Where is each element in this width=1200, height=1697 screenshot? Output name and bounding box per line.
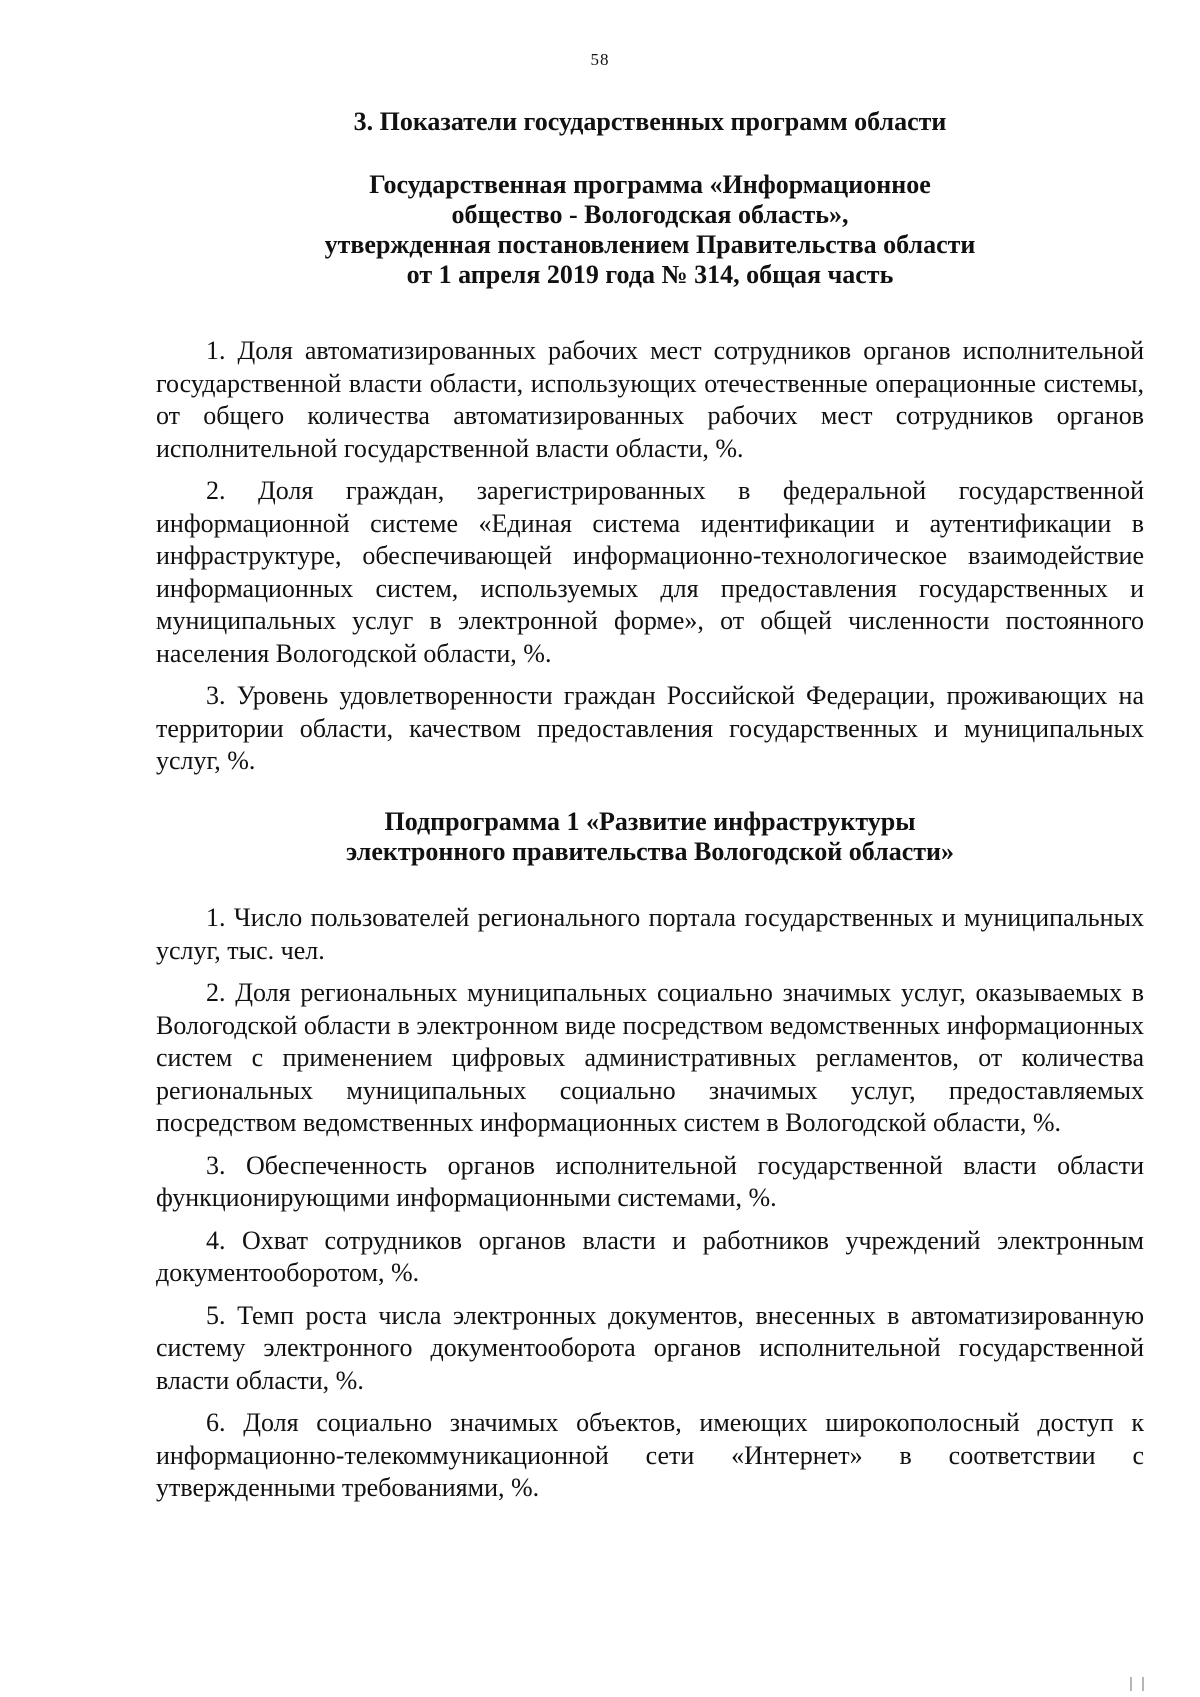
program-heading-line: от 1 апреля 2019 года № 314, общая часть xyxy=(406,260,894,289)
subprogram-heading xyxy=(156,807,1144,867)
indicator-text: Доля социально значимых объектов, имеющих широкополосный доступ к информационно-телекоммуникационной сети «Интернет» в соответствии с утвержденными требованиями, %. xyxy=(156,1408,1145,1502)
indicator-item xyxy=(156,1225,1144,1290)
general-indicators-list xyxy=(156,335,1144,788)
program-heading-line: утвержденная постановлением Правительства области xyxy=(324,230,976,259)
indicator-item xyxy=(156,1300,1144,1398)
program-heading-line: общество - Вологодская область», xyxy=(451,200,849,229)
section-title: 3. Показатели государственных программ области xyxy=(353,107,947,136)
indicator-number: 3. xyxy=(206,1150,226,1180)
subprogram-heading-line: Подпрограмма 1 «Развитие инфраструктуры xyxy=(384,807,916,836)
scan-margin-mark xyxy=(1130,1677,1144,1691)
indicator-item xyxy=(156,1150,1144,1215)
indicator-number: 4. xyxy=(206,1225,226,1255)
indicator-item xyxy=(156,902,1144,967)
indicator-number: 3. xyxy=(206,681,226,710)
indicator-number: 2. xyxy=(206,476,226,505)
program-heading xyxy=(156,170,1144,290)
indicator-text: Доля граждан, зарегистрированных в федеральной государственной информационной системе «Единая система идентификации и аутентификации в инфраструктуре, обеспечивающей информационно-технологическое взаимодействие информационных систем, используемых для предоставления государственных и муниципальных услуг в электронной форме», от общей численности постоянного населения Вологодской области, %. xyxy=(156,476,1145,668)
indicator-item xyxy=(156,1407,1144,1505)
indicator-item xyxy=(156,335,1144,465)
indicator-number: 1. xyxy=(206,336,226,365)
indicator-number: 6. xyxy=(206,1408,226,1437)
program-heading-line: Государственная программа «Информационное xyxy=(369,170,931,199)
page-number: 58 xyxy=(590,50,610,69)
indicator-number: 2. xyxy=(206,978,226,1007)
indicator-text: Доля автоматизированных рабочих мест сотрудников органов исполнительной государственной власти области, использующих отечественные операционные системы, от общего количества автоматизированных рабочих мест сотрудников органов исполнительной государственной власти области, %. xyxy=(156,336,1145,463)
indicator-item xyxy=(156,977,1144,1140)
subprogram-indicators-list xyxy=(156,902,1144,1515)
indicator-number: 5. xyxy=(206,1300,226,1330)
indicator-text: Охват сотрудников органов власти и работников учреждений электронным документооборотом, %. xyxy=(156,1225,1144,1287)
subprogram-heading-line: электронного правительства Вологодской области» xyxy=(345,837,955,866)
indicator-text: Уровень удовлетворенности граждан Российской Федерации, проживающих на территории области, качеством предоставления государственных и муниципальных услуг, %. xyxy=(156,681,1144,775)
indicator-item xyxy=(156,475,1144,670)
indicator-number: 1. xyxy=(206,903,226,932)
indicator-text: Доля региональных муниципальных социально значимых услуг, оказываемых в Вологодской области в электронном виде посредством ведомственных информационных систем с применением цифровых административных регламентов, от количества региональных муниципальных социально значимых услуг, предоставляемых посредством ведомственных информационных систем в Вологодской области, %. xyxy=(156,978,1144,1137)
indicator-text: Число пользователей регионального портала государственных и муниципальных услуг, тыс. чел. xyxy=(156,903,1145,965)
indicator-text: Темп роста числа электронных документов, внесенных в автоматизированную систему электронного документооборота органов исполнительной государственной власти области, %. xyxy=(156,1300,1145,1395)
indicator-item xyxy=(156,680,1144,778)
indicator-text: Обеспеченность органов исполнительной государственной власти области функционирующими информационными системами, %. xyxy=(156,1150,1144,1212)
